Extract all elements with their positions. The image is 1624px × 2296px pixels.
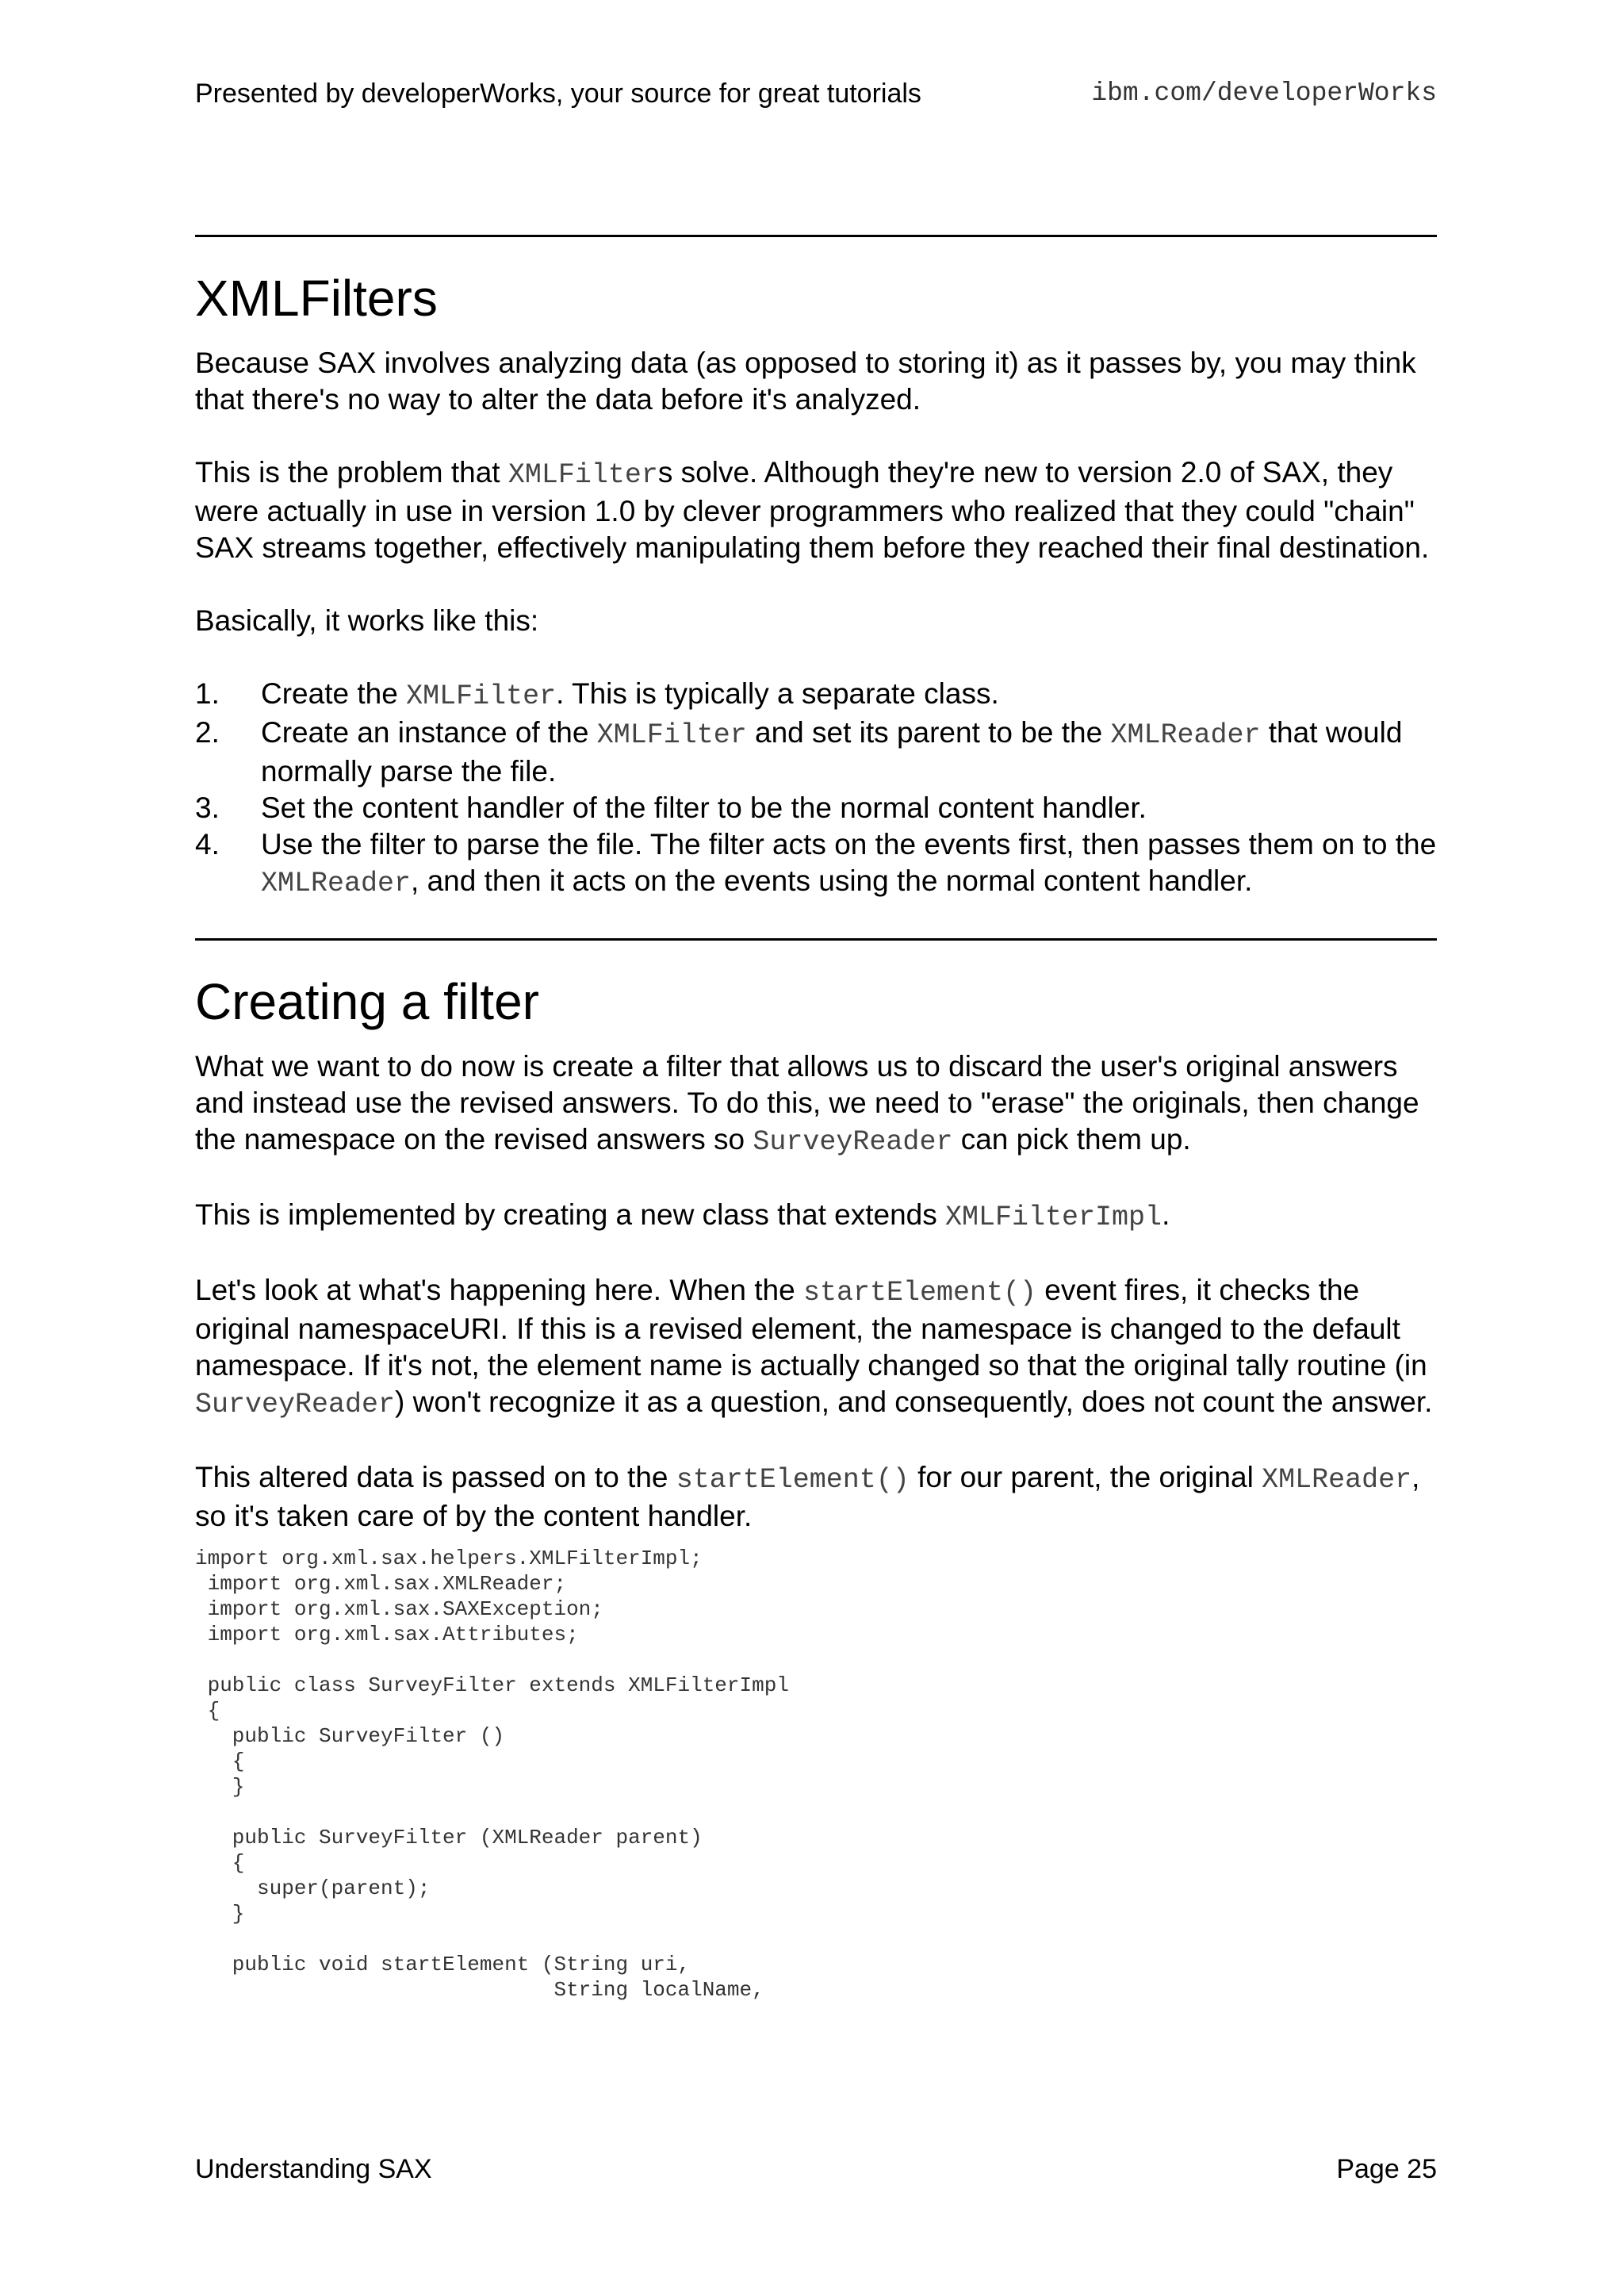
section-title-creating-filter: Creating a filter: [195, 973, 539, 1030]
section-divider: [195, 938, 1437, 941]
inline-code: XMLReader: [1262, 1464, 1412, 1496]
inline-code: XMLFilter: [596, 719, 747, 751]
inline-code: XMLReader: [1110, 719, 1261, 751]
list-item: [195, 715, 1437, 790]
inline-code: startElement(): [676, 1464, 910, 1496]
text-run: Use the filter to parse the file. The filter acts on the events first, then passes them on to the: [261, 828, 1437, 861]
list-item: [195, 790, 1437, 826]
text-run: that would normally parse the file.: [261, 716, 1403, 788]
header-left-text: Presented by developerWorks, your source for great tutorials: [195, 79, 921, 109]
section-title-xmlfilters: XMLFilters: [195, 270, 438, 327]
text-run: , so it's taken care of by the content handler.: [195, 1461, 1420, 1532]
running-footer: [195, 2151, 1437, 2187]
inline-code: XMLFilterImpl: [945, 1202, 1162, 1233]
page-number: Page 25: [1336, 2154, 1437, 2184]
list-number: 1.: [195, 677, 220, 710]
code-listing: import org.xml.sax.helpers.XMLFilterImpl; import org.xml.sax.XMLReader; import org.xml.sax.SAXException; import org.xml.sax.Attributes; public class SurveyFilter extends XMLFilterImpl { public SurveyFilter () { } public SurveyFilter (XMLReader parent) { super(parent); } public void startElement (String uri, String localName,: [195, 1547, 789, 2002]
text-run: ) won't recognize it as a question, and consequently, does not count the answer.: [395, 1386, 1433, 1418]
inline-code: XMLFilter: [406, 680, 557, 712]
inline-code: SurveyReader: [753, 1126, 953, 1158]
text-run: This altered data is passed on to the: [195, 1461, 676, 1493]
text-run: Create an instance of the: [261, 716, 597, 749]
text-run: s solve. Although they're new to version 2.0 of SAX, they were actually in use in version 1.0 by clever programmers who realized that they could "chain" SAX streams together, effectively manipulating them before they reached their final destination.: [195, 456, 1430, 564]
text-run: Let's look at what's happening here. When the: [195, 1274, 803, 1306]
paragraph: [195, 1272, 1437, 1423]
steps-list: [195, 676, 1437, 902]
text-run: Create the: [261, 677, 407, 710]
header-right-url: ibm.com/developerWorks: [1091, 79, 1437, 108]
page-body: [195, 235, 1437, 2003]
paragraph: Because SAX involves analyzing data (as opposed to storing it) as it passes by, you may think that there's no way to alter the data before it's analyzed.: [195, 347, 1416, 416]
text-run: This is the problem that: [195, 456, 508, 489]
list-number: 4.: [195, 828, 220, 861]
text-run: This is implemented by creating a new class that extends: [195, 1198, 946, 1231]
text-run: .: [1162, 1198, 1170, 1231]
footer-title: Understanding SAX: [195, 2154, 432, 2184]
text-run: can pick them up.: [952, 1123, 1191, 1156]
text-run: Set the content handler of the filter to be the normal content handler.: [261, 792, 1147, 824]
text-run: event fires, it checks the original namespaceURI. If this is a revised element, the namespace is changed to the default namespace. If it's not, the element name is actually changed so that the original tally routine (in: [195, 1274, 1427, 1382]
section-divider: [195, 235, 1437, 237]
paragraph: Basically, it works like this:: [195, 604, 539, 637]
text-run: What we want to do now is create a filter that allows us to discard the user's original answers and instead use the revised answers. To do this, we need to "erase" the originals, then change the namespace on the revised answers so: [195, 1050, 1419, 1156]
text-run: and set its parent to be the: [746, 716, 1111, 749]
list-item: [195, 676, 1437, 715]
list-item: [195, 826, 1437, 902]
text-run: for our parent, the original: [909, 1461, 1262, 1493]
running-header: [195, 75, 1437, 113]
inline-code: XMLFilter: [508, 459, 658, 491]
list-number: 3.: [195, 792, 220, 824]
inline-code: startElement(): [802, 1277, 1037, 1309]
paragraph: [195, 454, 1437, 566]
list-number: 2.: [195, 716, 220, 749]
inline-code: XMLReader: [261, 868, 412, 899]
inline-code: SurveyReader: [195, 1389, 396, 1420]
text-run: , and then it acts on the events using the normal content handler.: [411, 864, 1253, 897]
paragraph: [195, 1048, 1437, 1160]
text-run: . This is typically a separate class.: [556, 677, 999, 710]
paragraph: [195, 1459, 1437, 1535]
paragraph: [195, 1197, 1437, 1236]
